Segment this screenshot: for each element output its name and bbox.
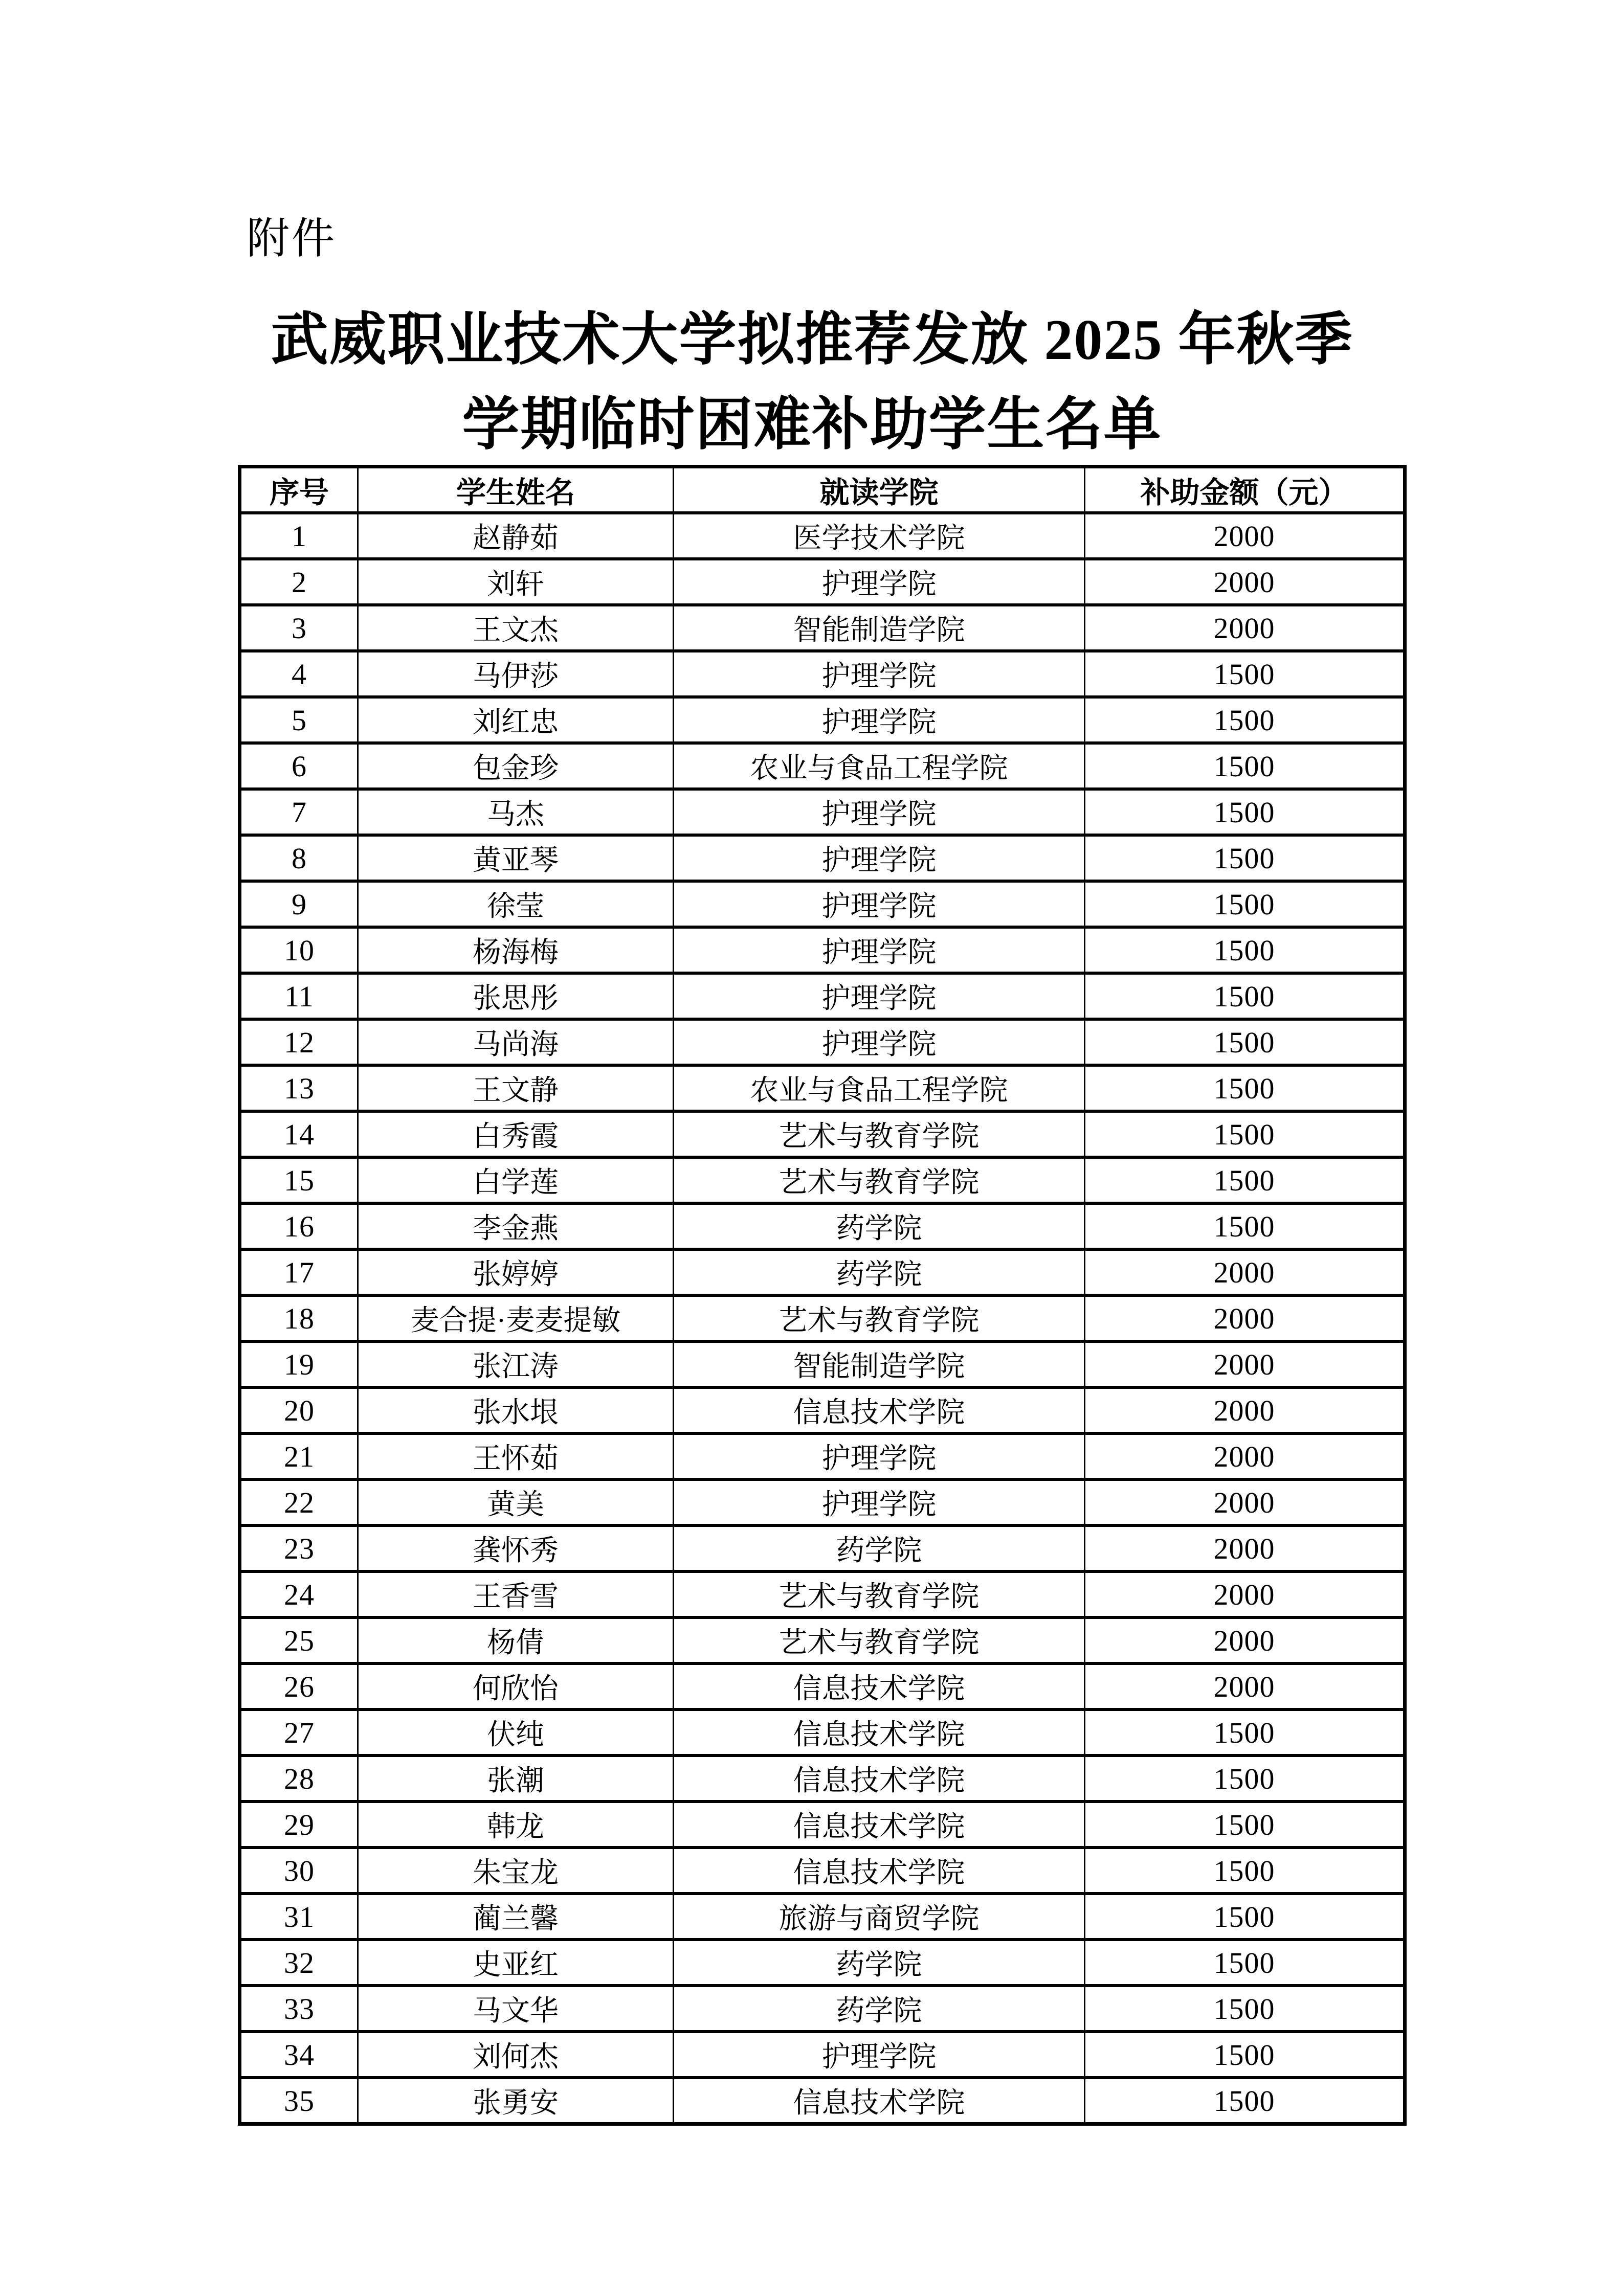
cell-student-name: 张婷婷 [358, 1249, 674, 1295]
cell-college: 农业与食品工程学院 [674, 1065, 1085, 1111]
cell-amount: 1500 [1085, 2032, 1405, 2078]
cell-amount: 1500 [1085, 927, 1405, 973]
cell-college: 药学院 [674, 1203, 1085, 1249]
cell-amount: 2000 [1085, 1525, 1405, 1571]
cell-index: 22 [240, 1479, 358, 1525]
cell-college: 艺术与教育学院 [674, 1157, 1085, 1203]
cell-student-name: 王文静 [358, 1065, 674, 1111]
cell-college: 护理学院 [674, 973, 1085, 1019]
document-title [0, 298, 1624, 467]
cell-index: 31 [240, 1894, 358, 1940]
cell-amount: 2000 [1085, 1387, 1405, 1433]
table-row [240, 697, 1405, 743]
cell-index: 32 [240, 1940, 358, 1986]
cell-student-name: 张江涛 [358, 1341, 674, 1387]
cell-student-name: 史亚红 [358, 1940, 674, 1986]
cell-index: 9 [240, 881, 358, 927]
cell-student-name: 何欣怡 [358, 1663, 674, 1709]
table-row [240, 743, 1405, 789]
cell-index: 3 [240, 605, 358, 651]
table-row [240, 605, 1405, 651]
table-row [240, 973, 1405, 1019]
cell-amount: 1500 [1085, 1755, 1405, 1802]
cell-student-name: 徐莹 [358, 881, 674, 927]
cell-student-name: 黄亚琴 [358, 835, 674, 881]
cell-index: 5 [240, 697, 358, 743]
table-row [240, 559, 1405, 605]
cell-college: 药学院 [674, 1249, 1085, 1295]
cell-college: 艺术与教育学院 [674, 1295, 1085, 1341]
cell-student-name: 王怀茹 [358, 1433, 674, 1479]
table-row [240, 1065, 1405, 1111]
table-row [240, 2078, 1405, 2124]
header-cell-name: 学生姓名 [358, 467, 674, 513]
cell-amount: 1500 [1085, 1065, 1405, 1111]
cell-student-name: 王文杰 [358, 605, 674, 651]
cell-amount: 1500 [1085, 697, 1405, 743]
cell-amount: 1500 [1085, 1940, 1405, 1986]
cell-amount: 2000 [1085, 1433, 1405, 1479]
table-row [240, 927, 1405, 973]
cell-amount: 1500 [1085, 835, 1405, 881]
cell-index: 14 [240, 1111, 358, 1157]
cell-index: 10 [240, 927, 358, 973]
cell-student-name: 刘何杰 [358, 2032, 674, 2078]
cell-index: 12 [240, 1019, 358, 1065]
cell-amount: 1500 [1085, 2078, 1405, 2124]
cell-student-name: 杨海梅 [358, 927, 674, 973]
cell-student-name: 马尚海 [358, 1019, 674, 1065]
cell-college: 旅游与商贸学院 [674, 1894, 1085, 1940]
cell-amount: 2000 [1085, 1479, 1405, 1525]
cell-student-name: 白秀霞 [358, 1111, 674, 1157]
cell-index: 19 [240, 1341, 358, 1387]
cell-index: 4 [240, 651, 358, 697]
cell-college: 护理学院 [674, 697, 1085, 743]
cell-index: 7 [240, 789, 358, 835]
cell-index: 29 [240, 1802, 358, 1848]
cell-amount: 2000 [1085, 605, 1405, 651]
cell-college: 信息技术学院 [674, 1387, 1085, 1433]
cell-index: 13 [240, 1065, 358, 1111]
cell-amount: 1500 [1085, 651, 1405, 697]
cell-index: 34 [240, 2032, 358, 2078]
table-row [240, 1755, 1405, 1802]
cell-index: 28 [240, 1755, 358, 1802]
cell-amount: 1500 [1085, 1894, 1405, 1940]
cell-college: 智能制造学院 [674, 1341, 1085, 1387]
cell-student-name: 赵静茹 [358, 513, 674, 559]
cell-amount: 2000 [1085, 1295, 1405, 1341]
cell-college: 艺术与教育学院 [674, 1617, 1085, 1663]
cell-amount: 2000 [1085, 1663, 1405, 1709]
cell-college: 护理学院 [674, 559, 1085, 605]
cell-index: 15 [240, 1157, 358, 1203]
header-cell-college: 就读学院 [674, 467, 1085, 513]
table-row [240, 1986, 1405, 2032]
subsidy-table [238, 465, 1407, 2126]
cell-college: 药学院 [674, 1525, 1085, 1571]
cell-college: 信息技术学院 [674, 1709, 1085, 1755]
cell-student-name: 黄美 [358, 1479, 674, 1525]
cell-amount: 2000 [1085, 513, 1405, 559]
cell-student-name: 韩龙 [358, 1802, 674, 1848]
table-row [240, 1111, 1405, 1157]
attachment-label: 附件 [247, 214, 337, 262]
cell-student-name: 马伊莎 [358, 651, 674, 697]
table-row [240, 2032, 1405, 2078]
table-row [240, 651, 1405, 697]
cell-index: 18 [240, 1295, 358, 1341]
table-row [240, 1157, 1405, 1203]
document-title-line1: 武威职业技术大学拟推荐发放 2025 年秋季 [271, 308, 1353, 372]
cell-student-name: 张水垠 [358, 1387, 674, 1433]
cell-college: 智能制造学院 [674, 605, 1085, 651]
table-row [240, 1848, 1405, 1894]
cell-index: 23 [240, 1525, 358, 1571]
cell-student-name: 马杰 [358, 789, 674, 835]
cell-index: 20 [240, 1387, 358, 1433]
cell-amount: 1500 [1085, 881, 1405, 927]
table-row [240, 1617, 1405, 1663]
cell-college: 信息技术学院 [674, 2078, 1085, 2124]
table-row [240, 1433, 1405, 1479]
cell-index: 35 [240, 2078, 358, 2124]
cell-index: 2 [240, 559, 358, 605]
table-row [240, 1203, 1405, 1249]
cell-amount: 1500 [1085, 973, 1405, 1019]
cell-amount: 1500 [1085, 1848, 1405, 1894]
table-body [240, 513, 1405, 2124]
table-row [240, 1709, 1405, 1755]
cell-amount: 2000 [1085, 1571, 1405, 1617]
cell-college: 护理学院 [674, 2032, 1085, 2078]
cell-student-name: 蔺兰馨 [358, 1894, 674, 1940]
cell-amount: 2000 [1085, 1341, 1405, 1387]
cell-student-name: 张思彤 [358, 973, 674, 1019]
cell-index: 27 [240, 1709, 358, 1755]
cell-college: 护理学院 [674, 1019, 1085, 1065]
cell-college: 农业与食品工程学院 [674, 743, 1085, 789]
cell-index: 21 [240, 1433, 358, 1479]
cell-college: 信息技术学院 [674, 1848, 1085, 1894]
table-row [240, 1387, 1405, 1433]
table-row [240, 1249, 1405, 1295]
cell-college: 信息技术学院 [674, 1755, 1085, 1802]
cell-student-name: 白学莲 [358, 1157, 674, 1203]
cell-amount: 1500 [1085, 1802, 1405, 1848]
cell-student-name: 李金燕 [358, 1203, 674, 1249]
cell-college: 艺术与教育学院 [674, 1571, 1085, 1617]
cell-amount: 2000 [1085, 559, 1405, 605]
table-row [240, 1341, 1405, 1387]
cell-index: 24 [240, 1571, 358, 1617]
table-row [240, 1571, 1405, 1617]
table-row [240, 835, 1405, 881]
cell-student-name: 朱宝龙 [358, 1848, 674, 1894]
table-row [240, 1802, 1405, 1848]
cell-amount: 1500 [1085, 1203, 1405, 1249]
cell-amount: 2000 [1085, 1617, 1405, 1663]
cell-college: 护理学院 [674, 651, 1085, 697]
cell-amount: 1500 [1085, 1111, 1405, 1157]
cell-amount: 1500 [1085, 1709, 1405, 1755]
cell-student-name: 伏纯 [358, 1709, 674, 1755]
cell-student-name: 龚怀秀 [358, 1525, 674, 1571]
cell-college: 护理学院 [674, 1479, 1085, 1525]
cell-student-name: 包金珍 [358, 743, 674, 789]
table-header-row [240, 467, 1405, 513]
cell-college: 护理学院 [674, 881, 1085, 927]
table-row [240, 1479, 1405, 1525]
cell-college: 护理学院 [674, 1433, 1085, 1479]
table-row [240, 1019, 1405, 1065]
cell-college: 艺术与教育学院 [674, 1111, 1085, 1157]
cell-index: 1 [240, 513, 358, 559]
cell-index: 11 [240, 973, 358, 1019]
cell-index: 25 [240, 1617, 358, 1663]
table-row [240, 1525, 1405, 1571]
cell-student-name: 王香雪 [358, 1571, 674, 1617]
table-row [240, 513, 1405, 559]
cell-index: 16 [240, 1203, 358, 1249]
cell-college: 药学院 [674, 1986, 1085, 2032]
table-row [240, 789, 1405, 835]
cell-student-name: 刘红忠 [358, 697, 674, 743]
cell-college: 信息技术学院 [674, 1802, 1085, 1848]
cell-amount: 1500 [1085, 1157, 1405, 1203]
cell-index: 30 [240, 1848, 358, 1894]
header-cell-index: 序号 [240, 467, 358, 513]
header-cell-amount: 补助金额（元） [1085, 467, 1405, 513]
table-row [240, 881, 1405, 927]
cell-college: 药学院 [674, 1940, 1085, 1986]
table-row [240, 1894, 1405, 1940]
cell-index: 8 [240, 835, 358, 881]
cell-index: 26 [240, 1663, 358, 1709]
cell-college: 护理学院 [674, 789, 1085, 835]
cell-index: 6 [240, 743, 358, 789]
cell-amount: 1500 [1085, 1019, 1405, 1065]
table-row [240, 1663, 1405, 1709]
cell-college: 信息技术学院 [674, 1663, 1085, 1709]
cell-college: 护理学院 [674, 835, 1085, 881]
cell-amount: 1500 [1085, 743, 1405, 789]
table-header [240, 467, 1405, 513]
cell-student-name: 杨倩 [358, 1617, 674, 1663]
cell-student-name: 张潮 [358, 1755, 674, 1802]
cell-amount: 1500 [1085, 789, 1405, 835]
cell-college: 医学技术学院 [674, 513, 1085, 559]
cell-student-name: 麦合提·麦麦提敏 [358, 1295, 674, 1341]
cell-amount: 2000 [1085, 1249, 1405, 1295]
document-title-line2: 学期临时困难补助学生名单 [462, 393, 1162, 457]
cell-college: 护理学院 [674, 927, 1085, 973]
cell-student-name: 马文华 [358, 1986, 674, 2032]
cell-index: 17 [240, 1249, 358, 1295]
cell-amount: 1500 [1085, 1986, 1405, 2032]
table-row [240, 1940, 1405, 1986]
cell-index: 33 [240, 1986, 358, 2032]
cell-student-name: 刘轩 [358, 559, 674, 605]
table-row [240, 1295, 1405, 1341]
cell-student-name: 张勇安 [358, 2078, 674, 2124]
